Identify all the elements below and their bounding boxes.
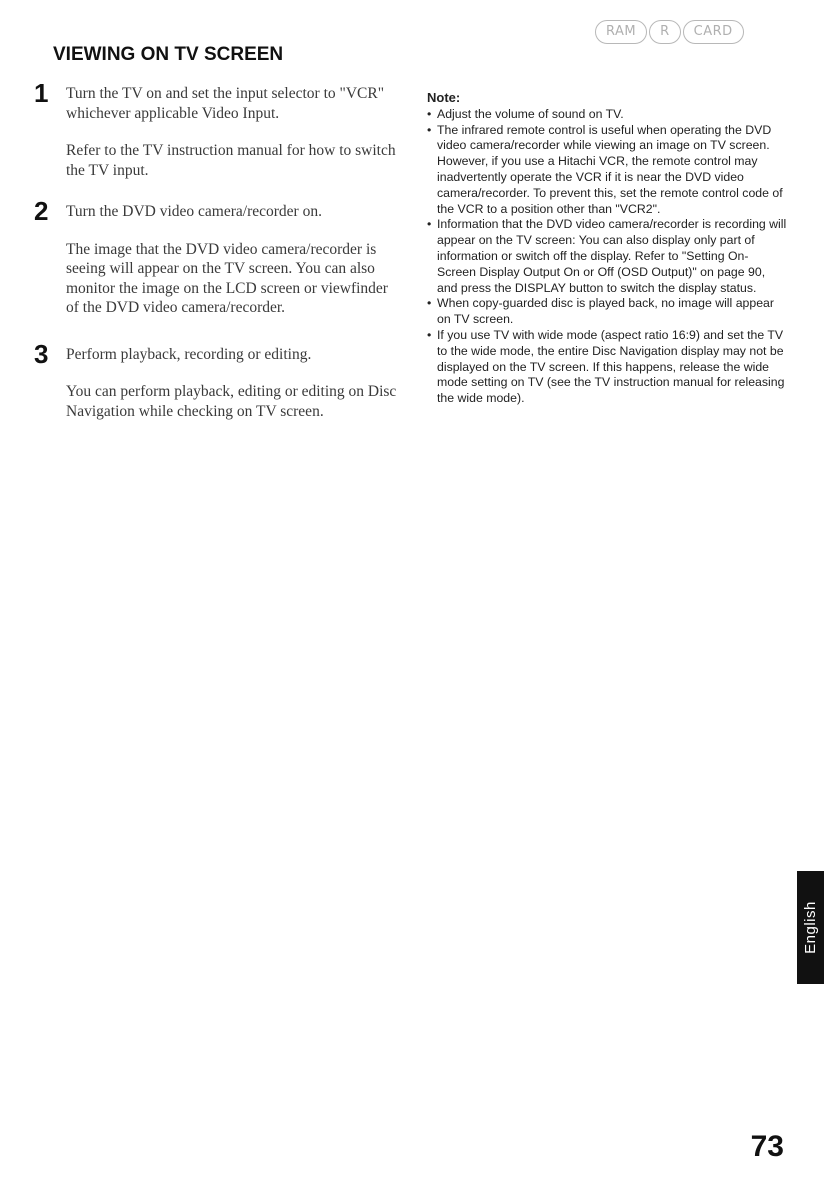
language-label: English — [802, 901, 820, 954]
note-item: • When copy-guarded disc is played back, no image will appear on TV screen. — [427, 296, 787, 328]
steps-column — [34, 78, 404, 432]
media-badges — [595, 20, 744, 44]
step-detail: The image that the DVD video camera/recorder is seeing will appear on the TV screen. You can also monitor the image on the LCD screen or viewfinder of the DVD video camera/recorder. — [66, 240, 388, 316]
language-tab — [797, 871, 824, 984]
note-list — [427, 107, 787, 407]
step-number: 1 — [34, 78, 49, 108]
page-title: VIEWING ON TV SCREEN — [53, 44, 284, 65]
media-badge-card: CARD — [683, 20, 744, 44]
step-number: 2 — [34, 196, 49, 226]
step-instruction: Turn the DVD video camera/recorder on. — [66, 203, 322, 220]
media-badge-r: R — [649, 20, 681, 44]
note-item: • Adjust the volume of sound on TV. — [427, 107, 787, 123]
page-number: 73 — [750, 1130, 784, 1163]
step-detail: You can perform playback, editing or editing on Disc Navigation while checking on TV screen. — [66, 383, 397, 420]
step-2 — [34, 196, 404, 318]
note-heading: Note: — [427, 90, 461, 105]
step-instruction: Perform playback, recording or editing. — [66, 345, 312, 363]
note-column — [427, 90, 787, 407]
step-instruction: Turn the TV on and set the input selector to "VCR" whichever applicable Video Input. — [66, 85, 385, 122]
step-3 — [34, 338, 404, 422]
note-item: • The infrared remote control is useful when operating the DVD video camera/recorder while viewing an image on TV screen. However, if you use a Hitachi VCR, the remote control may inadvertently operate the VCR if it is near the DVD video camera/recorder. To prevent this, set the remote control code of the VCR to a position other than "VCR2". — [427, 123, 787, 218]
step-number: 3 — [34, 338, 49, 369]
step-detail: Refer to the TV instruction manual for how to switch the TV input. — [66, 142, 396, 179]
note-item: • Information that the DVD video camera/recorder is recording will appear on the TV screen: You can also display only part of information or switch off the display. Refer to "Setting On-Screen Display Output On or Off (OSD Output)" on page 90, and press the DISPLAY button to switch the display status. — [427, 217, 787, 296]
media-badge-ram: RAM — [595, 20, 647, 44]
note-item: • If you use TV with wide mode (aspect ratio 16:9) and set the TV to the wide mode, the entire Disc Navigation display may not be displayed on the TV screen. If this happens, release the wide mode setting on TV (see the TV instruction manual for releasing the wide mode). — [427, 328, 787, 407]
step-1 — [34, 78, 404, 180]
